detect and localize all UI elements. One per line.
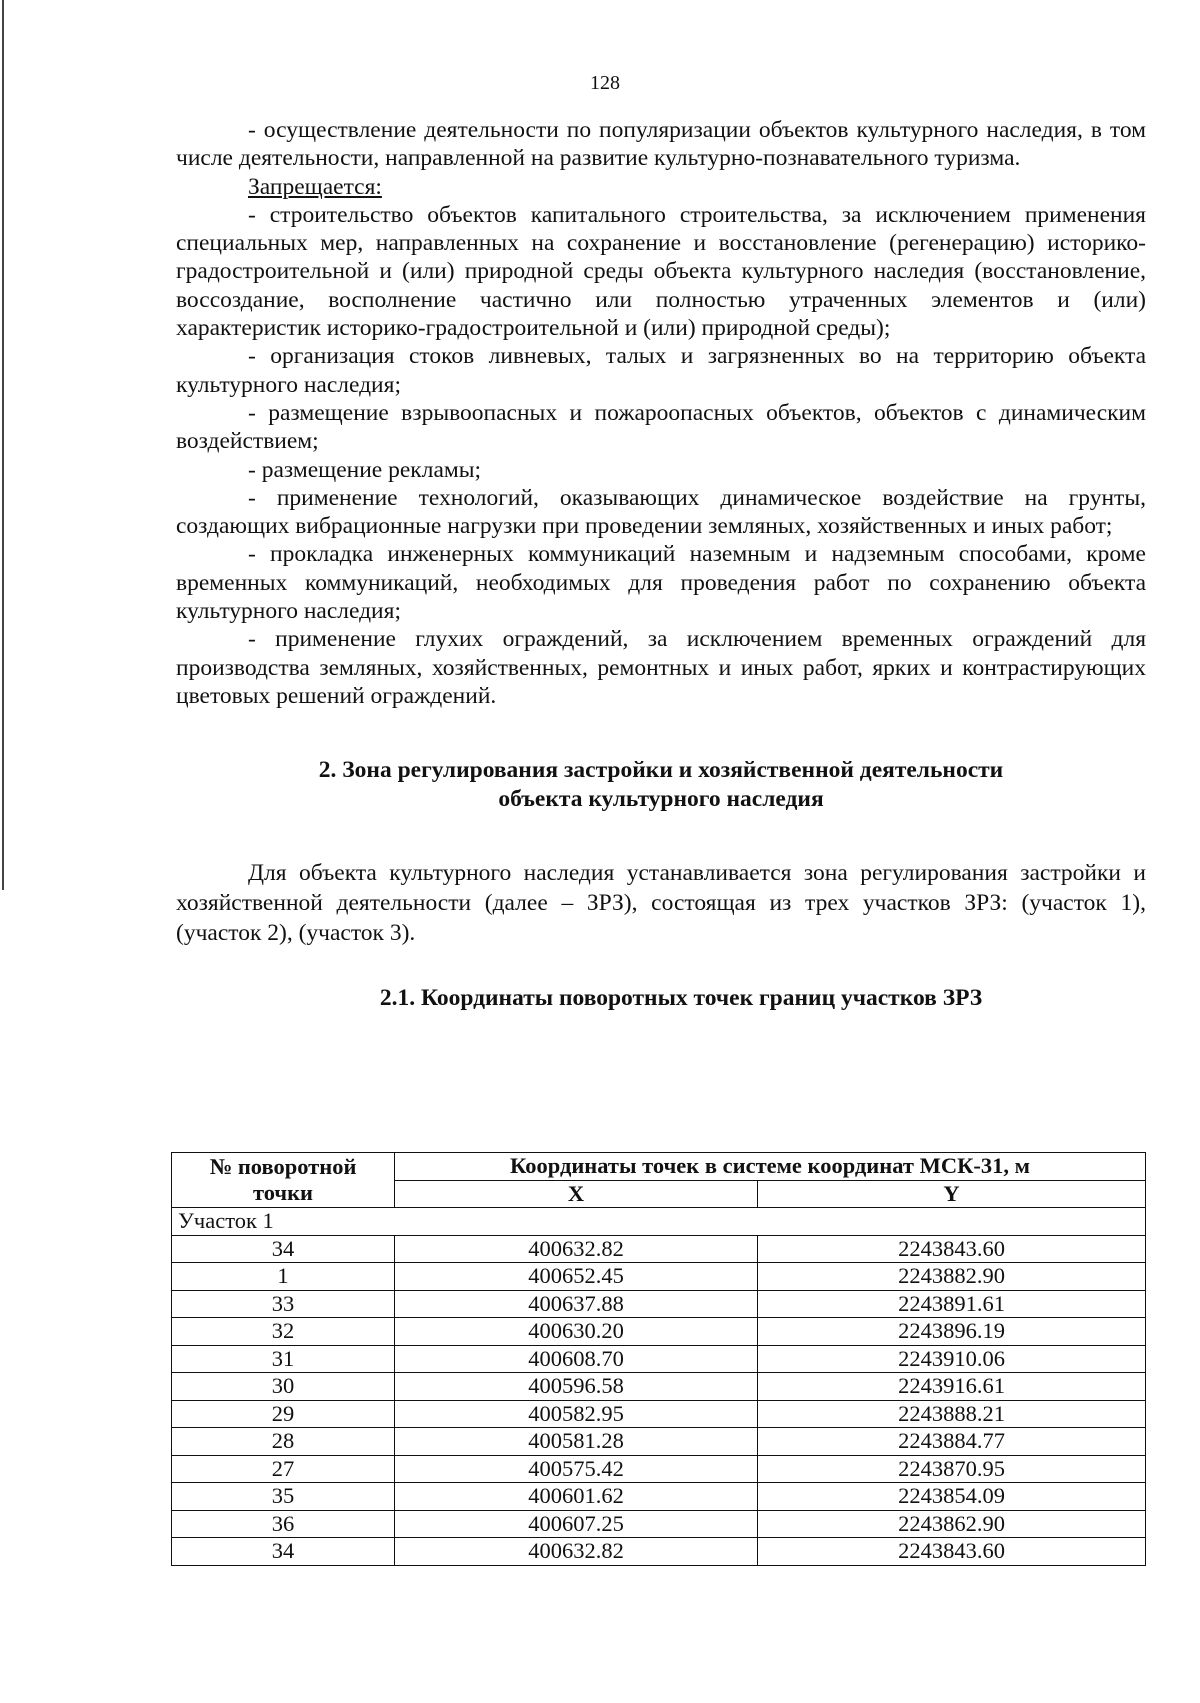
coord-x: 400608.70 (395, 1345, 758, 1373)
table-row (172, 1235, 1146, 1263)
document-body (176, 116, 1146, 1013)
coord-x: 400596.58 (395, 1373, 758, 1401)
point-number: 33 (172, 1290, 395, 1318)
coord-y: 2243843.60 (758, 1538, 1146, 1566)
header-x: X (395, 1180, 758, 1208)
paragraph-popularization: - осуществление деятельности по популяризации объектов культурного наследия, в том числе деятельности, направленной на развитие культурно-познавательного туризма. (176, 117, 1146, 172)
point-number: 34 (172, 1235, 395, 1263)
coord-x: 400630.20 (395, 1318, 758, 1346)
section-label: Участок 1 (172, 1208, 1146, 1236)
table-row (172, 1263, 1146, 1291)
table-row (172, 1290, 1146, 1318)
paragraph-fences: - применение глухих ограждений, за исключением временных ограждений для производства земляных, хозяйственных, ремонтных и иных работ, ярких и контрастирующих цветовых решений ограждений. (176, 626, 1146, 709)
point-number: 35 (172, 1483, 395, 1511)
coord-x: 400601.62 (395, 1483, 758, 1511)
point-number: 27 (172, 1455, 395, 1483)
table-row (172, 1455, 1146, 1483)
header-point-number: № поворотной точки (172, 1153, 395, 1208)
coord-y: 2243870.95 (758, 1455, 1146, 1483)
scan-edge-line (2, 0, 4, 890)
coord-x: 400632.82 (395, 1538, 758, 1566)
coord-x: 400581.28 (395, 1428, 758, 1456)
point-number: 28 (172, 1428, 395, 1456)
table-row (172, 1510, 1146, 1538)
paragraph-utilities: - прокладка инженерных коммуникаций наземным и надземным способами, кроме временных коммуникаций, необходимых для проведения работ по сохранению объекта культурного наследия; (176, 541, 1146, 625)
table-row (172, 1428, 1146, 1456)
coord-x: 400575.42 (395, 1455, 758, 1483)
coord-y: 2243862.90 (758, 1510, 1146, 1538)
coordinates-table (171, 1152, 1146, 1566)
paragraph-technologies: - применение технологий, оказывающих динамическое воздействие на грунты, создающих вибрационные нагрузки при проведении земляных, хозяйственных и иных работ; (176, 484, 1146, 540)
table-row (172, 1400, 1146, 1428)
table-title: 2.1. Координаты поворотных точек границ участков ЗРЗ (379, 985, 983, 1012)
point-number: 34 (172, 1538, 395, 1566)
coord-x: 400652.45 (395, 1263, 758, 1291)
table-header-row (172, 1153, 1146, 1181)
coord-x: 400582.95 (395, 1400, 758, 1428)
section-heading-line1: 2. Зона регулирования застройки и хозяйственной деятельности (318, 757, 1004, 784)
prohibited-label-text: Запрещается: (248, 173, 382, 200)
coord-y: 2243854.09 (758, 1483, 1146, 1511)
paragraph-drainage: - организация стоков ливневых, талых и загрязненных во на территорию объекта культурного наследия; (176, 343, 1146, 398)
table-row (172, 1538, 1146, 1566)
section-intro: Для объекта культурного наследия устанавливается зона регулирования застройки и хозяйственной деятельности (далее – ЗРЗ), состоящая из трех участков ЗРЗ: (участок 1), (участок 2), (участок 3). (176, 860, 1146, 947)
point-number: 31 (172, 1345, 395, 1373)
coord-y: 2243884.77 (758, 1428, 1146, 1456)
paragraph-hazardous-objects: - размещение взрывоопасных и пожароопасных объектов, объектов с динамическим воздействием; (176, 399, 1146, 455)
section-heading-line2: объекта культурного наследия (498, 786, 824, 813)
coord-x: 400607.25 (395, 1510, 758, 1538)
coord-y: 2243891.61 (758, 1290, 1146, 1318)
point-number: 30 (172, 1373, 395, 1401)
paragraph-advertising: - размещение рекламы; (248, 456, 482, 483)
point-number: 29 (172, 1400, 395, 1428)
point-number: 36 (172, 1510, 395, 1538)
point-number: 1 (172, 1263, 395, 1291)
coord-x: 400632.82 (395, 1235, 758, 1263)
table-row (172, 1345, 1146, 1373)
table-row (172, 1318, 1146, 1346)
table-row (172, 1483, 1146, 1511)
page-number: 128 (590, 72, 620, 94)
coord-x: 400637.88 (395, 1290, 758, 1318)
table-section-row (172, 1208, 1146, 1236)
section-heading (176, 756, 1146, 814)
paragraph-construction: - строительство объектов капитального строительства, за исключением применения специальных мер, направленных на сохранение и восстановление (регенерацию) историко-градостроительной и (или) природной среды объекта культурного наследия (восстановление, воссоздание, восполнение частично или полностью утраченных элементов и (или) характеристик историко-градостроительной и (или) природной среды); (176, 201, 1146, 342)
coord-y: 2243916.61 (758, 1373, 1146, 1401)
coord-y: 2243896.19 (758, 1318, 1146, 1346)
coord-y: 2243882.90 (758, 1263, 1146, 1291)
header-y: Y (758, 1180, 1146, 1208)
coord-y: 2243843.60 (758, 1235, 1146, 1263)
point-number: 32 (172, 1318, 395, 1346)
coord-y: 2243910.06 (758, 1345, 1146, 1373)
prohibited-label (176, 173, 1146, 201)
coord-y: 2243888.21 (758, 1400, 1146, 1428)
table-row (172, 1373, 1146, 1401)
header-coordinates: Координаты точек в системе координат МСК-31, м (395, 1153, 1146, 1181)
